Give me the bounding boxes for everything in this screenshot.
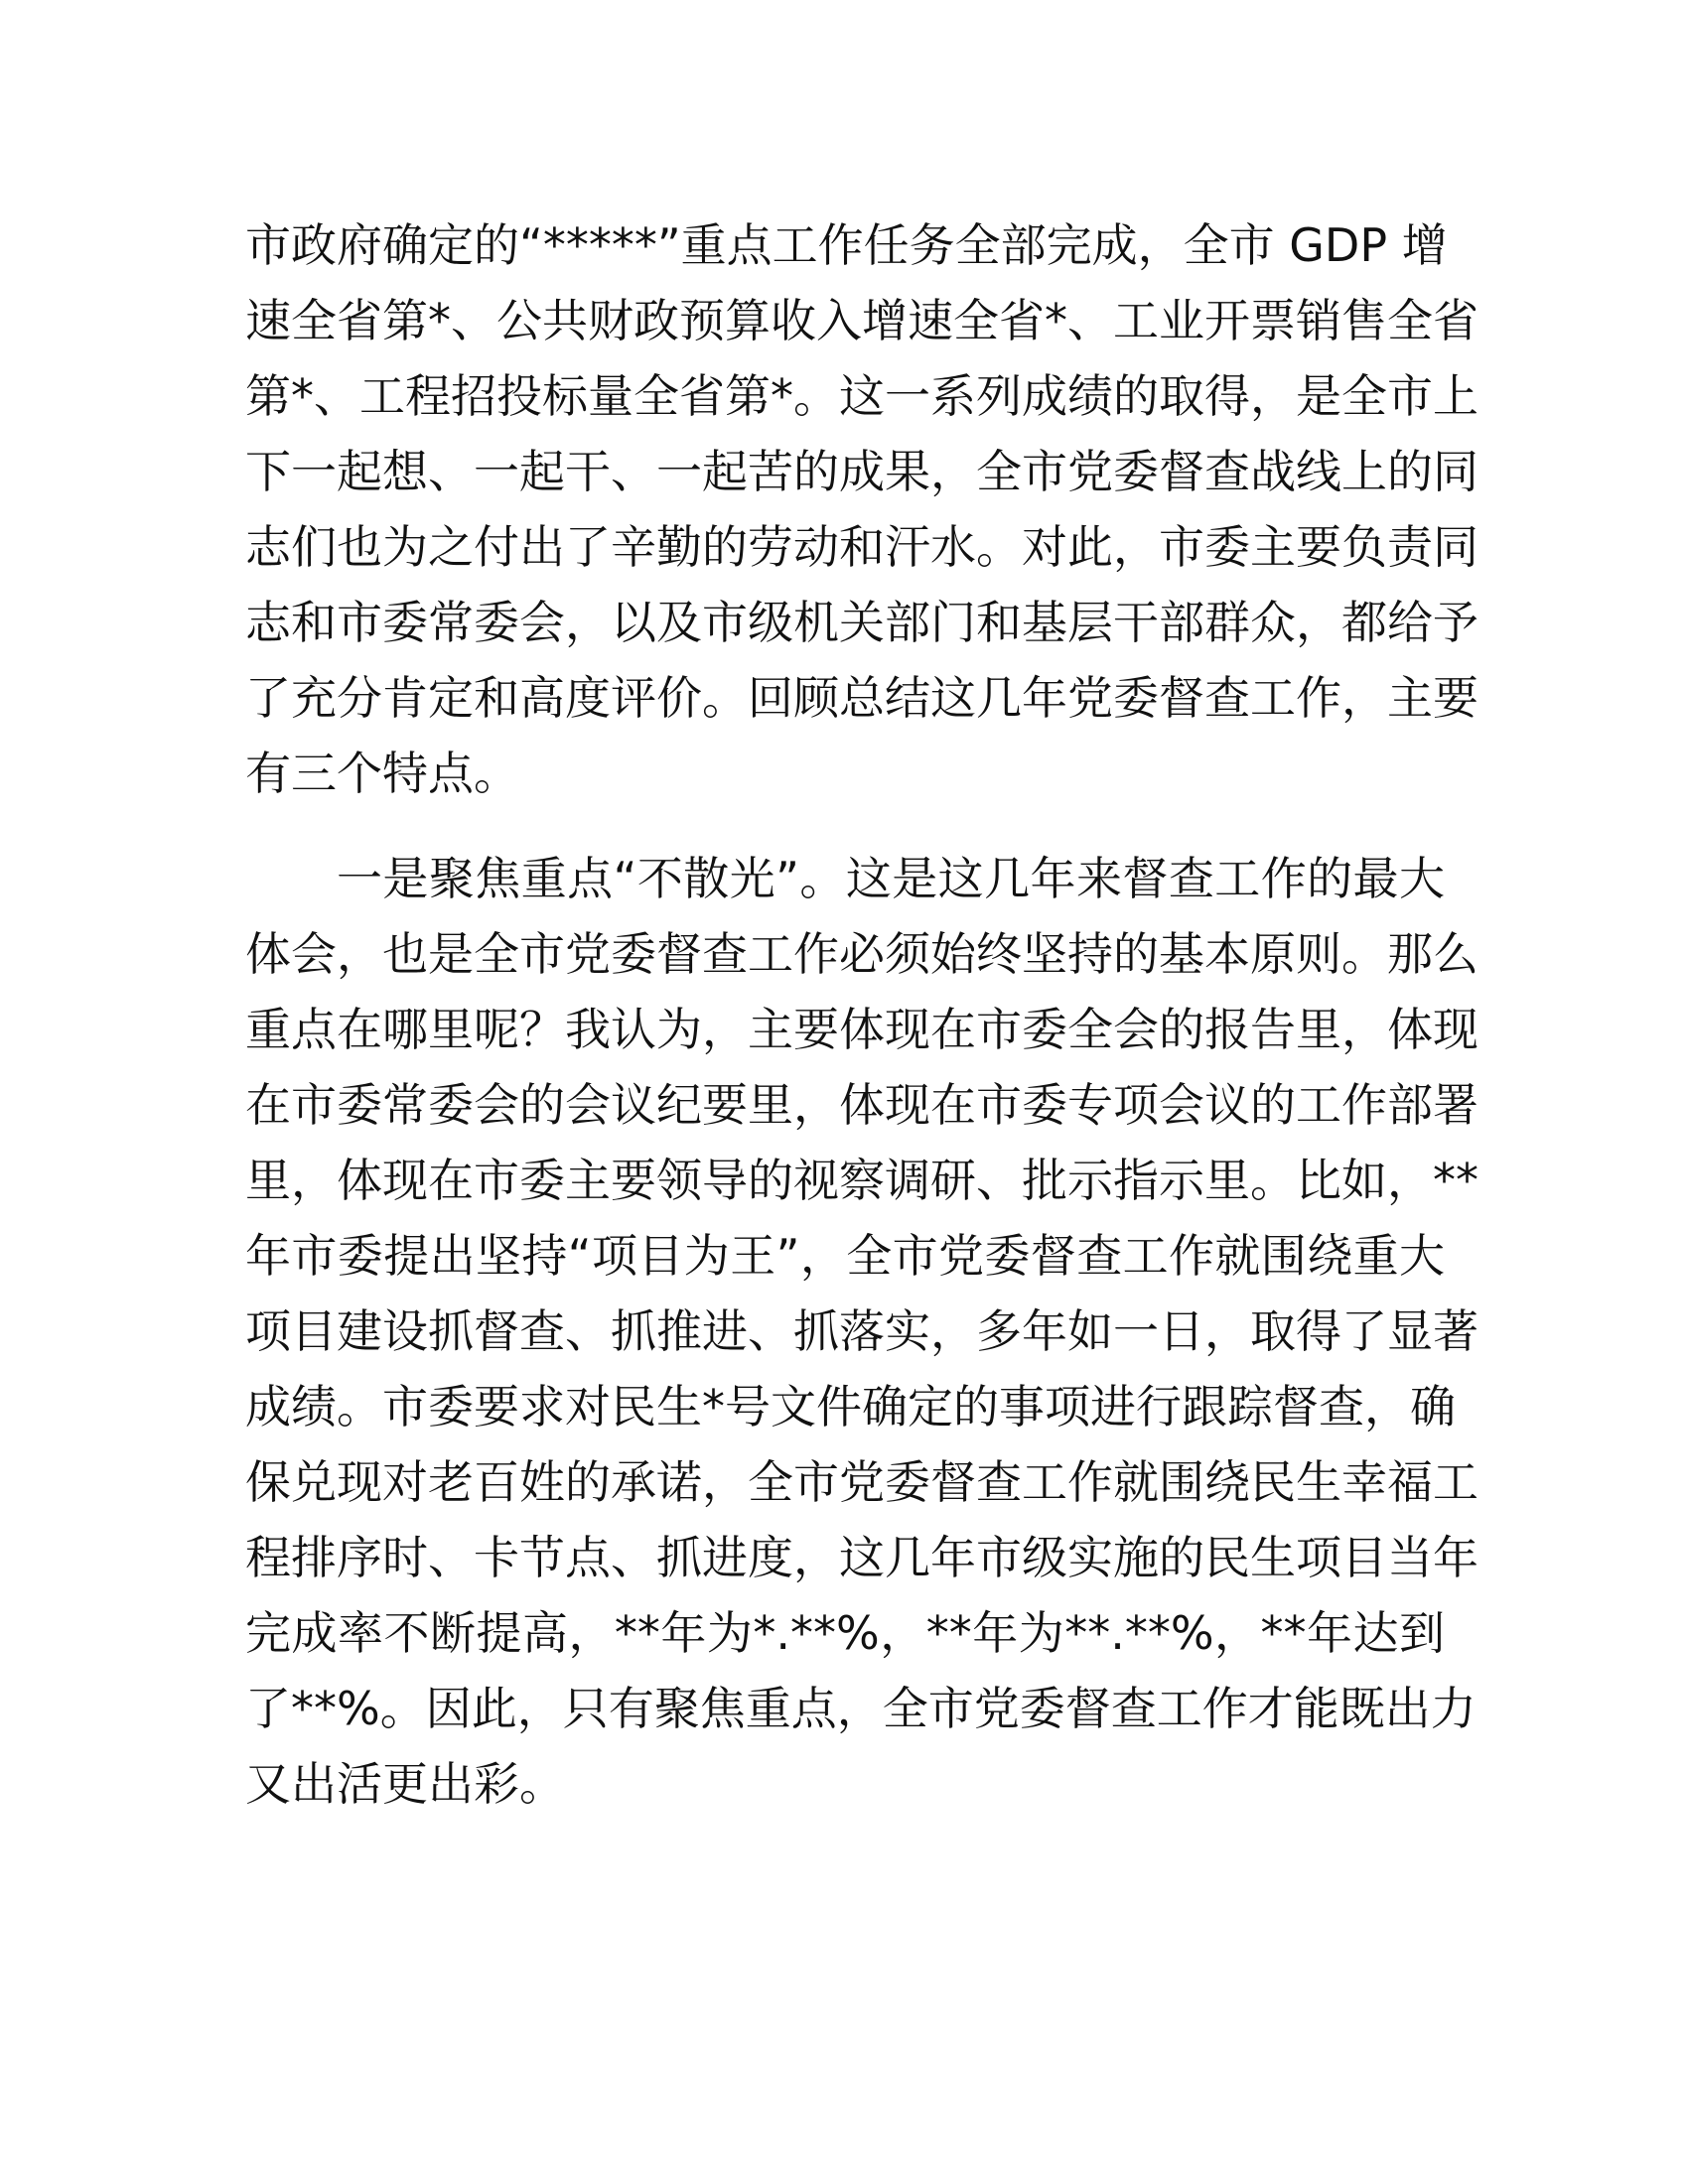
paragraph-line: 了充分肯定和高度评价。回顾总结这几年党委督查工作，主要 [245,671,1478,725]
paragraph-line: 市政府确定的“*****”重点工作任务全部完成，全市 GDP 增 [245,218,1448,272]
paragraph-line: 志们也为之付出了辛勤的劳动和汗水。对此，市委主要负责同 [245,520,1478,574]
paragraph-line: 体会，也是全市党委督查工作必须始终坚持的基本原则。那么 [245,927,1478,981]
paragraph-line: 有三个特点。 [245,747,519,800]
paragraph-focus-key-points [245,841,1478,1822]
paragraph-line: 了**%。因此，只有聚焦重点，全市党委督查工作才能既出力 [245,1682,1477,1735]
paragraph-achievements [245,207,1478,811]
paragraph-line: 志和市委常委会，以及市级机关部门和基层干部群众，都给予 [245,596,1478,649]
paragraph-line: 里，体现在市委主要领导的视察调研、批示指示里。比如，** [245,1154,1478,1207]
paragraph-line: 程排序时、卡节点、抓进度，这几年市级实施的民生项目当年 [245,1531,1478,1584]
paragraph-line: 速全省第*、公共财政预算收入增速全省*、工业开票销售全省 [245,294,1478,347]
paragraph-line: 完成率不断提高，**年为*.**%，**年为**.**%，**年达到 [245,1606,1445,1660]
paragraph-line: 项目建设抓督查、抓推进、抓落实，多年如一日，取得了显著 [245,1304,1478,1358]
paragraph-line: 年市委提出坚持“项目为王”，全市党委督查工作就围绕重大 [245,1229,1445,1283]
paragraph-line: 成绩。市委要求对民生*号文件确定的事项进行跟踪督查，确 [245,1380,1456,1433]
paragraph-line: 又出活更出彩。 [245,1757,565,1811]
paragraph-line: 下一起想、一起干、一起苦的成果，全市党委督查战线上的同 [245,445,1478,498]
paragraph-line: 第*、工程招投标量全省第*。这一系列成绩的取得，是全市上 [245,369,1478,423]
paragraph-line: 一是聚焦重点“不散光”。这是这几年来督查工作的最大 [337,852,1445,905]
paragraph-line: 重点在哪里呢？我认为，主要体现在市委全会的报告里，体现 [245,1003,1478,1056]
paragraph-line: 在市委常委会的会议纪要里，体现在市委专项会议的工作部署 [245,1078,1478,1132]
paragraph-line: 保兑现对老百姓的承诺，全市党委督查工作就围绕民生幸福工 [245,1455,1478,1509]
